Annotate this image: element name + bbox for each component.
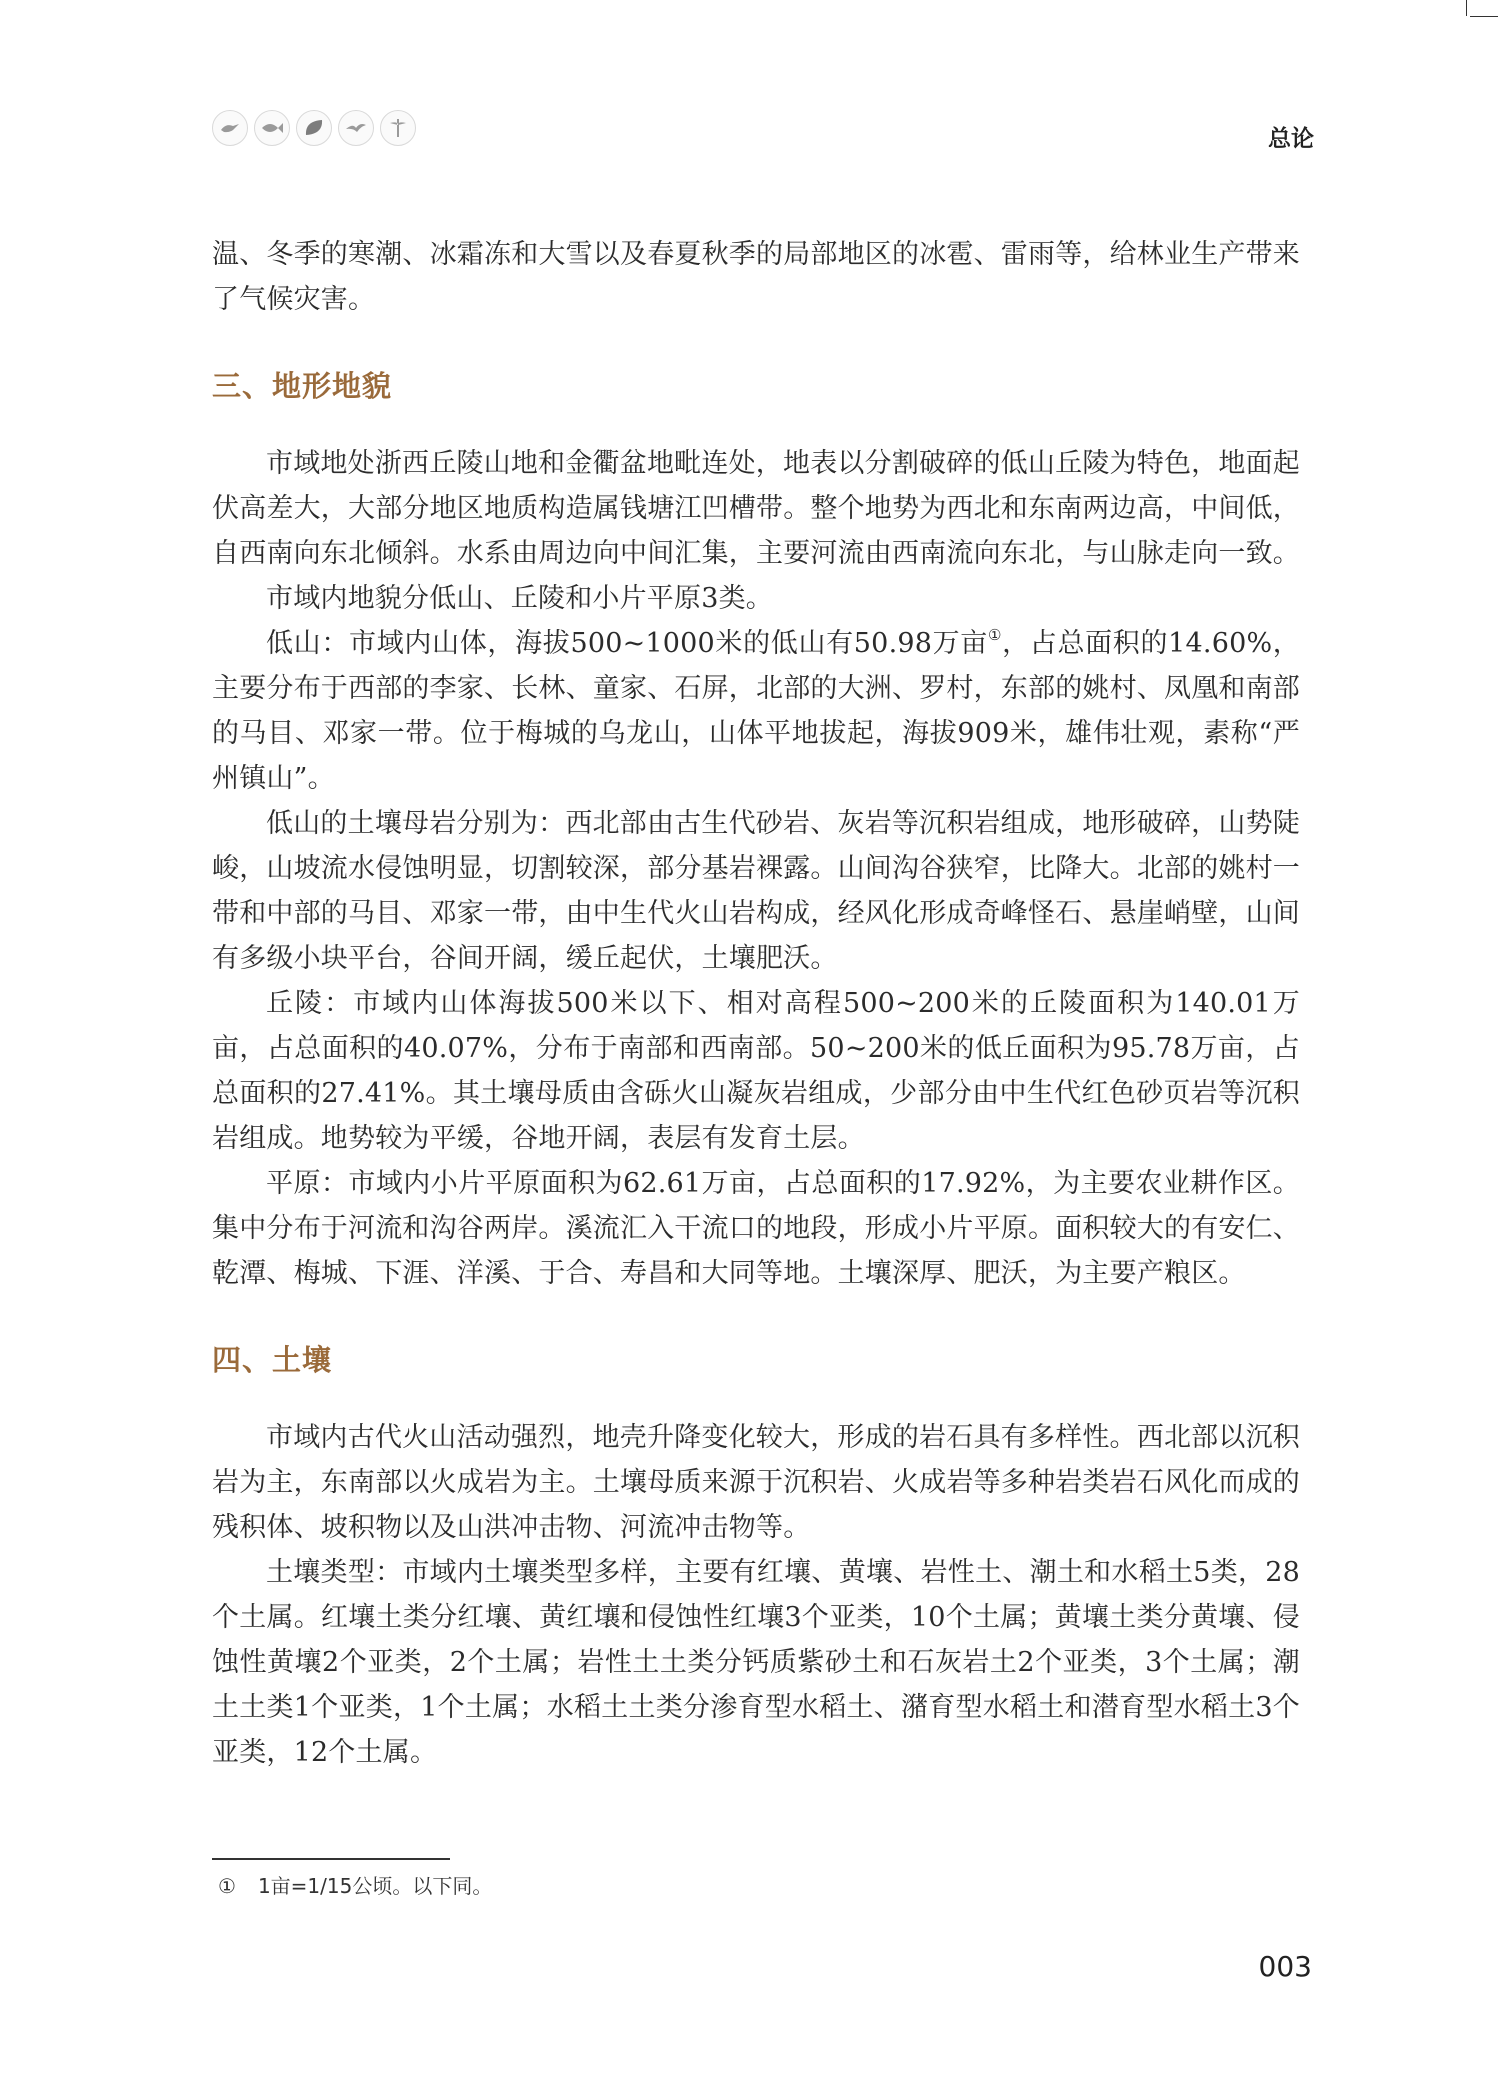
footnote-text: 1亩=1/15公顷。以下同。 <box>257 1874 493 1898</box>
paragraph-terrain-overview: 市域地处浙西丘陵山地和金衢盆地毗连处，地表以分割破碎的低山丘陵为特色，地面起伏高差大，大部分地区地质构造属钱塘江凹槽带。整个地势为西北和东南两边高，中间低，自西南向东北倾斜。水系由周边向中间汇集，主要河流由西南流向东北，与山脉走向一致。 <box>212 448 1300 569</box>
heading-terrain: 三、地形地貌 <box>212 369 393 403</box>
paragraph-low-mountains <box>212 621 1300 801</box>
paragraph-soil-origin: 市域内古代火山活动强烈，地壳升降变化较大，形成的岩石具有多样性。西北部以沉积岩为主，东南部以火成岩为主。土壤母质来源于沉积岩、火成岩等多种岩类岩石风化而成的残积体、坡积物以及山洪冲击物、河流冲击物等。 <box>212 1422 1300 1543</box>
page-body <box>212 232 1300 1775</box>
paragraph-plains: 平原：市域内小片平原面积为62.61万亩，占总面积的17.92%，为主要农业耕作区。集中分布于河流和沟谷两岸。溪流汇入干流口的地段，形成小片平原。面积较大的有安仁、乾潭、梅城、下涯、洋溪、于合、寿昌和大同等地。土壤深厚、肥沃，为主要产粮区。 <box>212 1168 1300 1289</box>
crop-mark-horizontal <box>1470 16 1498 17</box>
paragraph-soil-types: 土壤类型：市域内土壤类型多样，主要有红壤、黄壤、岩性土、潮土和水稻土5类，28个土属。红壤土类分红壤、黄红壤和侵蚀性红壤3个亚类，10个土属；黄壤土类分黄壤、侵蚀性黄壤2个亚类，2个土属；岩性土土类分钙质紫砂土和石灰岩土2个亚类，3个土属；潮土土类1个亚类，1个土属；水稻土土类分渗育型水稻土、潴育型水稻土和潜育型水稻土3个亚类，12个土属。 <box>212 1557 1300 1768</box>
bird-icon <box>212 110 248 146</box>
footnote-divider <box>212 1858 450 1860</box>
dragonfly-icon <box>380 110 416 146</box>
heading-soil: 四、土壤 <box>212 1343 333 1377</box>
paragraph-hills: 丘陵：市域内山体海拔500米以下、相对高程500~200米的丘陵面积为140.01万亩，占总面积的40.07%，分布于南部和西南部。50~200米的低丘面积为95.78万亩，占总面积的27.41%。其土壤母质由含砾火山凝灰岩组成，少部分由中生代红色砂页岩等沉积岩组成。地势较为平缓，谷地开阔，表层有发育土层。 <box>212 988 1300 1154</box>
header-icon-row <box>212 110 416 146</box>
fish-icon <box>254 110 290 146</box>
bird-flying-icon <box>338 110 374 146</box>
crop-mark-vertical <box>1466 0 1467 16</box>
low-mountains-text-b: ，占总面积的14.60%，主要分布于西部的李家、长林、童家、石屏，北部的大洲、罗村，东部的姚村、凤凰和南部的马目、邓家一带。位于梅城的乌龙山，山体平地拔起，海拔909米，雄伟壮观，素称“严州镇山”。 <box>212 628 1300 794</box>
low-mountains-text-a: 低山：市域内山体，海拔500~1000米的低山有50.98万亩 <box>266 628 988 659</box>
page-number: 003 <box>1258 1950 1312 1983</box>
paragraph-climate-cont: 温、冬季的寒潮、冰霜冻和大雪以及春夏秋季的局部地区的冰雹、雷雨等，给林业生产带来了气候灾害。 <box>212 239 1300 315</box>
footnote <box>218 1870 492 1899</box>
paragraph-parent-rock: 低山的土壤母岩分别为：西北部由古生代砂岩、灰岩等沉积岩组成，地形破碎，山势陡峻，山坡流水侵蚀明显，切割较深，部分基岩裸露。山间沟谷狭窄，比降大。北部的姚村一带和中部的马目、邓家一带，由中生代火山岩构成，经风化形成奇峰怪石、悬崖峭壁，山间有多级小块平台，谷间开阔，缓丘起伏，土壤肥沃。 <box>212 808 1300 974</box>
paragraph-landform-types: 市域内地貌分低山、丘陵和小片平原3类。 <box>266 583 773 614</box>
leaf-icon <box>296 110 332 146</box>
footnote-reference[interactable]: ① <box>987 626 1003 644</box>
running-header-title: 总论 <box>1268 126 1314 152</box>
footnote-mark: ① <box>218 1874 236 1898</box>
